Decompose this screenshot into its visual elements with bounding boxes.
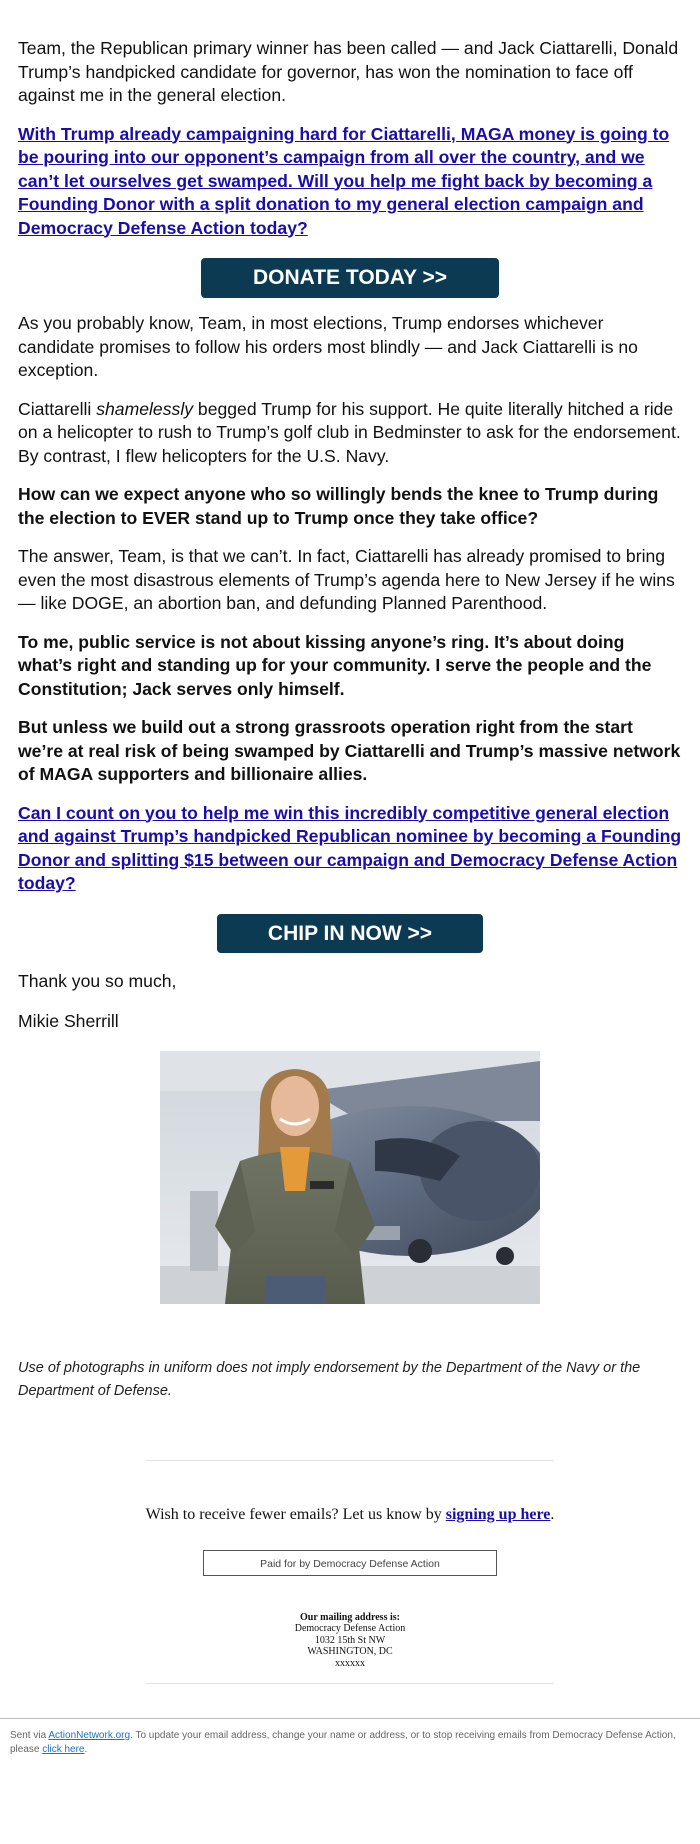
donate-link-2[interactable]: Can I count on you to help me win this incredibly competitive general election and against Trump’s handpicked Republican nominee by becoming a Founding Donor and splitting $15 between our campaign and Democracy Defense Action today? [18, 802, 682, 893]
grassroots-paragraph: But unless we build out a strong grassroots operation right from the start we’re at real risk of being swamped by Ciattarelli and Trump’s massive network of MAGA supporters and billionaire allies. [18, 717, 681, 784]
address-city: WASHINGTON, DC [307, 1646, 393, 1657]
click-here-link[interactable]: click here [42, 1744, 85, 1755]
address-street: 1032 15th St NW [314, 1634, 386, 1646]
question-paragraph: How can we expect anyone who so willingly bends the knee to Trump during the election to EVER stand up to Trump once they take office? [18, 484, 659, 528]
paid-for-box: Paid for by Democracy Defense Action [203, 1550, 497, 1576]
signature: Mikie Sherrill [18, 1011, 119, 1031]
candidate-photo [160, 1051, 540, 1304]
answer-paragraph: The answer, Team, is that we can’t. In fact, Ciattarelli has already promised to bring even the most disastrous elements of Trump’s agenda here to New Jersey if he wins — like DOGE, an abortion ban, and defunding Planned Parenthood. [18, 546, 675, 613]
fewer-emails-text: Wish to receive fewer emails? Let us know by signing up here. [145, 1505, 555, 1523]
uniform-disclaimer: Use of photographs in uniform does not imply endorsement by the Department of the Navy or the Department of Defense. [18, 1359, 641, 1399]
donate-link-1[interactable]: With Trump already campaigning hard for Ciattarelli, MAGA money is going to be pouring into our opponent’s campaign from all over the country, and we can’t let ourselves get swamped. Will you help me fight back by becoming a Founding Donor with a split donation to my general election campaign and Democracy Defense Action today? [18, 123, 670, 238]
chip-in-button[interactable]: CHIP IN NOW >> [217, 914, 483, 953]
signing-up-here-link[interactable]: signing up here [445, 1505, 551, 1523]
endorsement-paragraph: As you probably know, Team, in most elections, Trump endorses whichever candidate promises to follow his orders most blindly — and Jack Ciattarelli is no exception. [18, 313, 638, 380]
address-org: Democracy Defense Action [294, 1623, 406, 1634]
address-zip: xxxxxx [335, 1657, 365, 1669]
thanks-line: Thank you so much, [18, 970, 177, 991]
address-heading: Our mailing address is: [300, 1611, 400, 1623]
footer-text: Sent via ActionNetwork.org. To update your email address, change your name or address, or to stop receiving emails from Democracy Defense Action, please click here. [10, 1730, 676, 1755]
emphasis-shamelessly: shamelessly [96, 398, 194, 419]
mailing-address [0, 1612, 700, 1670]
actionnetwork-link[interactable]: ActionNetwork.org [48, 1730, 131, 1741]
helicopter-paragraph: Ciattarelli shamelessly begged Trump for his support. He quite literally hitched a ride on a helicopter to rush to Trump’s golf club in Bedminster to ask for the endorsement. By contrast, I flew helicopters for the U.S. Navy. [18, 398, 681, 466]
intro-paragraph: Team, the Republican primary winner has been called — and Jack Ciattarelli, Donald Trump’s handpicked candidate for governor, has won the nomination to face off against me in the general election. [18, 38, 679, 105]
donate-today-button[interactable]: DONATE TODAY >> [201, 258, 499, 298]
public-service-paragraph: To me, public service is not about kissing anyone’s ring. It’s about doing what’s right and standing up for your community. I serve the people and the Constitution; Jack serves only himself. [18, 631, 652, 699]
